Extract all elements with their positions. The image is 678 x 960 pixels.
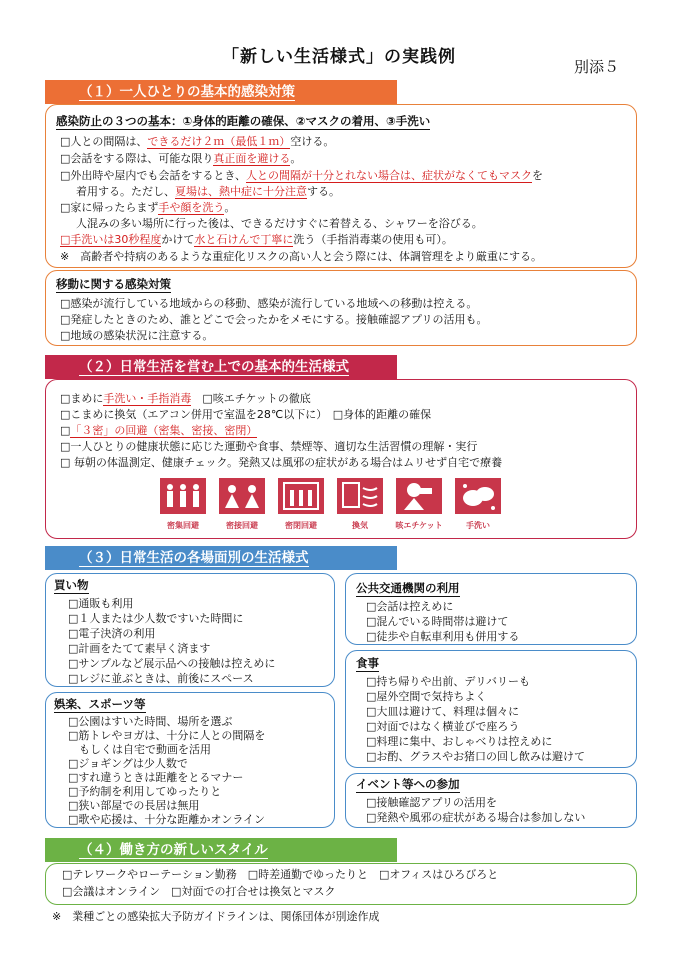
leisure-item: □狭い部屋での長居は無用 bbox=[68, 799, 200, 812]
shopping-item: □通販も利用 bbox=[68, 597, 134, 610]
basics-line-1: □人との間隔は、できるだけ２ｍ（最低１ｍ）空ける。 bbox=[60, 135, 335, 148]
work-line-1: □テレワークやローテーション勤務 □時差通勤でゆったりと □オフィスはひろびろと bbox=[62, 868, 499, 881]
meal-item: □お酌、グラスやお猪口の回し飲みは避けて bbox=[366, 750, 586, 763]
work-line-2: □会議はオンライン □対面での打合せは換気とマスク bbox=[62, 885, 336, 898]
shopping-item: □計画をたてて素早く済ます bbox=[68, 642, 211, 655]
basics-line-4: 着用する。ただし、夏場は、熱中症に十分注意する。 bbox=[76, 185, 340, 198]
s2-line-3: □「３密」の回避（密集、密接、密閉） bbox=[60, 424, 258, 437]
leisure-item: □すれ違うときは距離をとるマナー bbox=[68, 771, 244, 784]
shopping-title: 買い物 bbox=[54, 578, 89, 592]
leisure-item: □公園はすいた時間、場所を選ぶ bbox=[68, 715, 233, 728]
s2-line-5: □ 毎朝の体温測定、健康チェック。発熱又は風邪の症状がある場合はムリせず自宅で療養 bbox=[60, 456, 503, 469]
avoid-closed-space-icon bbox=[278, 478, 324, 514]
leisure-item: もしくは自宅で動画を活用 bbox=[68, 743, 211, 756]
section2-header: （２）日常生活を営む上での基本的生活様式 bbox=[45, 355, 397, 379]
movement-title: 移動に関する感染対策 bbox=[56, 277, 171, 291]
leisure-title: 娯楽、スポーツ等 bbox=[54, 697, 146, 711]
shopping-item: □１人または少人数ですいた時間に bbox=[68, 612, 244, 625]
page-title: 「新しい生活様式」の実践例 bbox=[222, 47, 456, 67]
cough-etiquette-icon bbox=[396, 478, 442, 514]
transit-item: □会話は控えめに bbox=[366, 600, 454, 613]
basics-line-7: □手洗いは30秒程度かけて水と石けんで丁寧に洗う（手指消毒薬の使用も可）。 bbox=[60, 233, 453, 246]
leisure-item: □予約制を利用してゆったりと bbox=[68, 785, 222, 798]
avoid-crowds-icon bbox=[160, 478, 206, 514]
s2-line-2: □こまめに換気（エアコン併用で室温を28℃以下に） □身体的距離の確保 bbox=[60, 408, 432, 421]
meal-item: □屋外空間で気持ちよく bbox=[366, 690, 487, 703]
basics-line-3: □外出時や屋内でも会話をするとき、人との間隔が十分とれない場合は、症状がなくてもマスクを bbox=[60, 169, 543, 182]
section1-header: （１）一人ひとりの基本的感染対策 bbox=[45, 80, 397, 104]
movement-line-1: □感染が流行している地域からの移動、感染が流行している地域への移動は控える。 bbox=[60, 297, 478, 310]
icon-label-3: 密閉回避 bbox=[285, 521, 317, 530]
meal-item: □料理に集中、おしゃべりは控えめに bbox=[366, 735, 553, 748]
leisure-item: □ジョギングは少人数で bbox=[68, 757, 188, 770]
hand-washing-icon bbox=[455, 478, 501, 514]
ventilation-icon bbox=[337, 478, 383, 514]
leisure-item: □歌や応援は、十分な距離かオンライン bbox=[68, 813, 266, 826]
leisure-item: □筋トレやヨガは、十分に人との間隔を bbox=[68, 729, 266, 742]
meal-item: □対面ではなく横並びで座ろう bbox=[366, 720, 520, 733]
shopping-item: □サンプルなど展示品への接触は控えめに bbox=[68, 657, 276, 670]
movement-line-3: □地域の感染状況に注意する。 bbox=[60, 329, 214, 342]
event-item: □接触確認アプリの活用を bbox=[366, 796, 497, 809]
avoid-close-contact-icon bbox=[219, 478, 265, 514]
event-title: イベント等への参加 bbox=[356, 777, 460, 791]
basics-line-6: 人混みの多い場所に行った後は、できるだけすぐに着替える、シャワーを浴びる。 bbox=[76, 217, 483, 230]
section4-header: （４）働き方の新しいスタイル bbox=[45, 838, 397, 862]
annex-label: 別添５ bbox=[574, 58, 620, 76]
basics-line-2: □会話をする際は、可能な限り真正面を避ける。 bbox=[60, 152, 302, 165]
s2-line-4: □一人ひとりの健康状態に応じた運動や食事、禁煙等、適切な生活習慣の理解・実行 bbox=[60, 440, 478, 453]
basics-line-5: □家に帰ったらまず手や顔を洗う。 bbox=[60, 201, 236, 214]
icon-label-6: 手洗い bbox=[466, 521, 490, 530]
event-item: □発熱や風邪の症状がある場合は参加しない bbox=[366, 811, 586, 824]
icon-label-4: 換気 bbox=[352, 521, 368, 530]
movement-line-2: □発症したときのため、誰とどこで会ったかをメモにする。接触確認アプリの活用も。 bbox=[60, 313, 488, 326]
icon-label-5: 咳エチケット bbox=[395, 521, 443, 530]
icon-label-1: 密集回避 bbox=[167, 521, 199, 530]
shopping-item: □レジに並ぶときは、前後にスペース bbox=[68, 672, 254, 685]
footnote: ※ 業種ごとの感染拡大予防ガイドラインは、関係団体が別途作成 bbox=[52, 910, 380, 923]
s2-line-1: □まめに手洗い・手指消毒 □咳エチケットの徹底 bbox=[60, 392, 311, 405]
section3-header: （３）日常生活の各場面別の生活様式 bbox=[45, 546, 397, 570]
icon-label-2: 密接回避 bbox=[226, 521, 258, 530]
basics-title: 感染防止の３つの基本：①身体的距離の確保、②マスクの着用、③手洗い bbox=[56, 114, 431, 128]
transit-item: □混んでいる時間帯は避けて bbox=[366, 615, 509, 628]
shopping-item: □電子決済の利用 bbox=[68, 627, 156, 640]
transit-item: □徒歩や自転車利用も併用する bbox=[366, 630, 520, 643]
transit-title: 公共交通機関の利用 bbox=[356, 581, 460, 595]
meal-item: □大皿は避けて、料理は個々に bbox=[366, 705, 520, 718]
meal-item: □持ち帰りや出前、デリバリーも bbox=[366, 675, 531, 688]
basics-note: ※ 高齢者や持病のあるような重症化リスクの高い人と会う際には、体調管理をより厳重にする。 bbox=[60, 250, 542, 263]
meal-title: 食事 bbox=[356, 656, 379, 670]
